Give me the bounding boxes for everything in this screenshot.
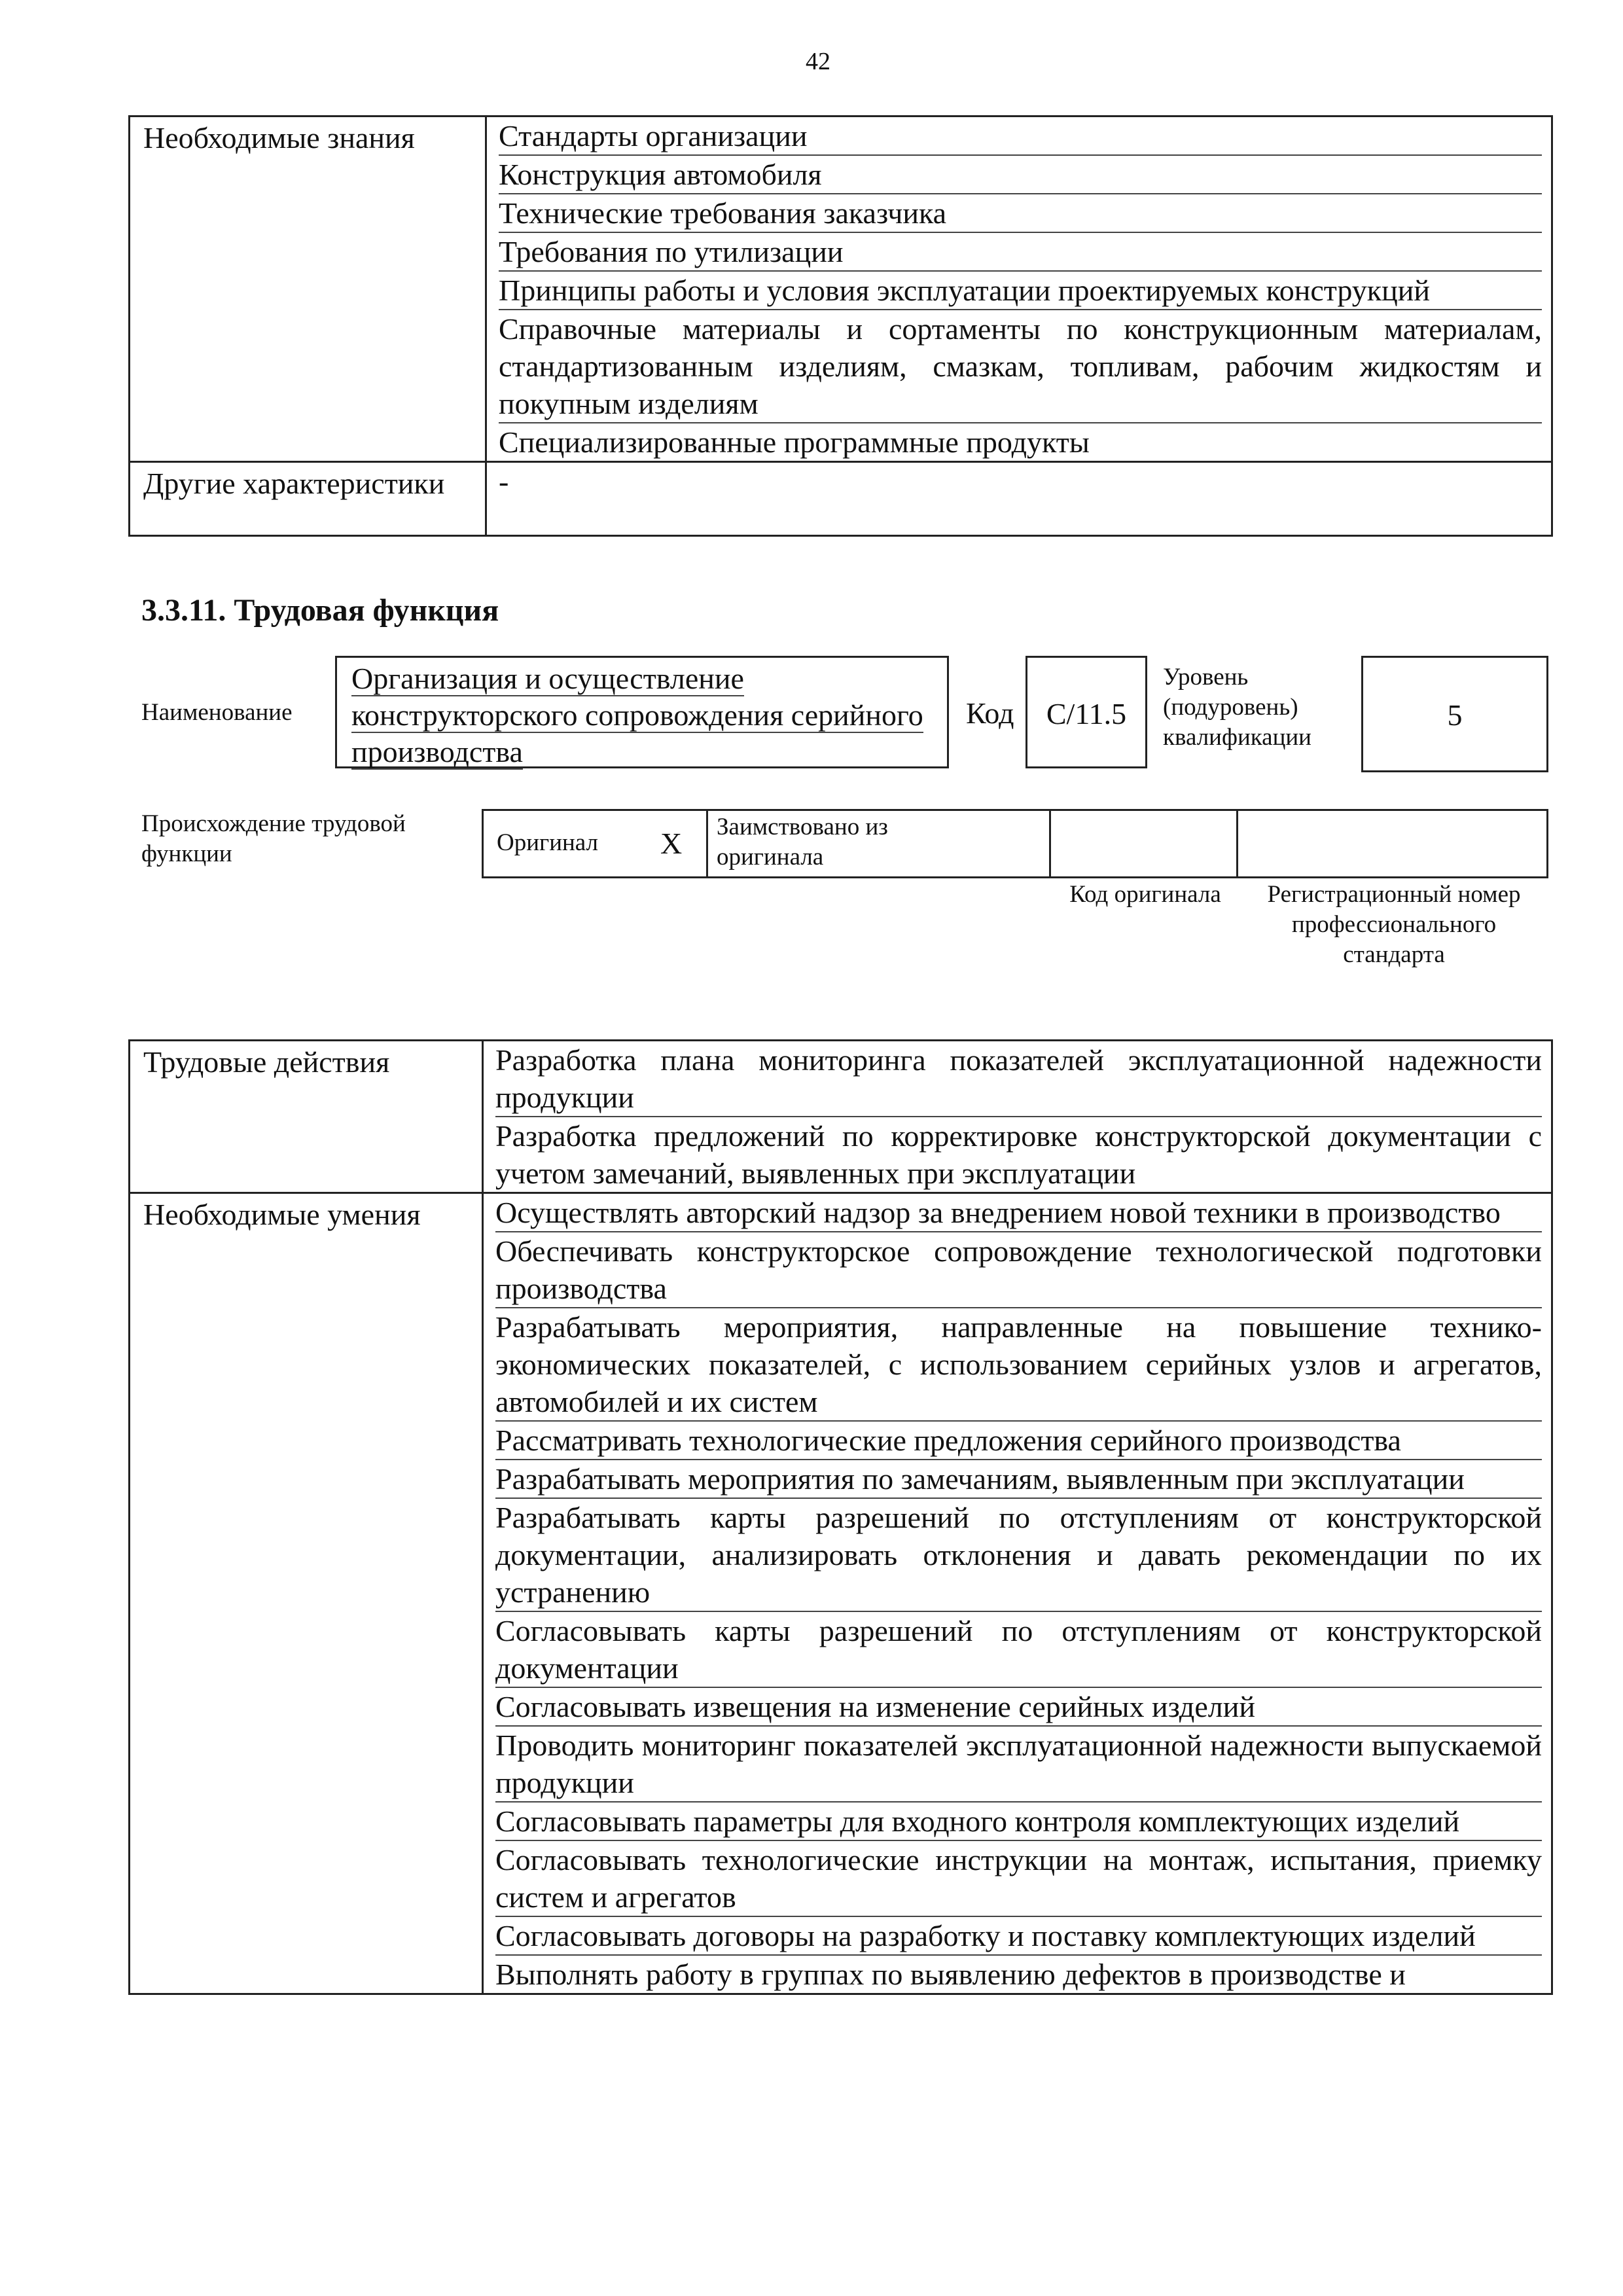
- table-row: [130, 117, 1552, 462]
- list-item: Специализированные программные продукты: [499, 425, 1090, 459]
- table-row: [130, 1041, 1552, 1193]
- list-item: Согласовывать извещения на изменение серийных изделий: [495, 1688, 1542, 1727]
- list-item: Принципы работы и условия эксплуатации проектируемых конструкций: [499, 272, 1542, 310]
- list-item: Выполнять работу в группах по выявлению дефектов в производстве и: [495, 1958, 1406, 1991]
- list-item: Технические требования заказчика: [499, 194, 1542, 233]
- list-item: Разработка предложений по корректировке конструкторской документации с учетом замечаний, выявленных при эксплуатации: [495, 1119, 1542, 1190]
- code-label: Код: [966, 696, 1014, 730]
- row-items: [483, 1193, 1552, 1994]
- function-name-box: [335, 656, 949, 768]
- name-label: Наименование: [141, 699, 293, 726]
- list-item: Рассматривать технологические предложения серийного производства: [495, 1422, 1542, 1460]
- row-label: Другие характеристики: [130, 462, 486, 536]
- list-item: Разработка плана мониторинга показателей эксплуатационной надежности продукции: [495, 1041, 1542, 1117]
- origin-box: [482, 809, 1548, 878]
- list-item: -: [499, 465, 509, 498]
- row-items: [486, 462, 1552, 536]
- row-label: Трудовые действия: [130, 1041, 483, 1193]
- level-label: Уровень (подуровень) квалификации: [1163, 664, 1311, 751]
- list-item: Обеспечивать конструкторское сопровождение технологической подготовки производства: [495, 1232, 1542, 1308]
- code-original-caption: Код оригинала: [1069, 881, 1221, 908]
- list-item: Требования по утилизации: [499, 233, 1542, 272]
- list-item: Согласовывать технологические инструкции на монтаж, испытания, приемку систем и агрегатов: [495, 1841, 1542, 1917]
- divider: [706, 811, 708, 876]
- borrowed-label: Заимствовано из оригинала: [717, 814, 888, 870]
- list-item: Проводить мониторинг показателей эксплуатационной надежности выпускаемой продукции: [495, 1727, 1542, 1803]
- list-item: Разрабатывать карты разрешений по отступлениям от конструкторской документации, анализировать отклонения и давать рекомендации по их устранению: [495, 1499, 1542, 1612]
- section-heading: 3.3.11. Трудовая функция: [141, 593, 499, 628]
- list-item: Согласовывать договоры на разработку и поставку комплектующих изделий: [495, 1917, 1542, 1956]
- list-item: Осуществлять авторский надзор за внедрением новой техники в производство: [495, 1194, 1542, 1232]
- list-item: Разрабатывать мероприятия по замечаниям, выявленным при эксплуатации: [495, 1460, 1542, 1499]
- row-items: [483, 1041, 1552, 1193]
- level-value: 5: [1447, 698, 1463, 732]
- original-label: Оригинал: [497, 829, 599, 856]
- divider: [1236, 811, 1238, 876]
- origin-label: Происхождение трудовой функции: [141, 810, 406, 867]
- function-code: C/11.5: [1046, 697, 1127, 730]
- row-label: Необходимые умения: [130, 1193, 483, 1994]
- original-mark: X: [660, 827, 683, 860]
- table-row: [130, 1193, 1552, 1994]
- list-item: Разрабатывать мероприятия, направленные на повышение технико-экономических показателей, с использованием серийных узлов и агрегатов, автомобилей и их систем: [495, 1308, 1542, 1422]
- list-item: Конструкция автомобиля: [499, 156, 1542, 194]
- list-item: Согласовывать карты разрешений по отступлениям от конструкторской документации: [495, 1612, 1542, 1688]
- divider: [1049, 811, 1051, 876]
- function-name: Организация и осуществление конструкторского сопровождения серийного производства: [351, 662, 923, 768]
- list-item: Согласовывать параметры для входного контроля комплектующих изделий: [495, 1803, 1542, 1841]
- page-number: 42: [806, 48, 830, 75]
- list-item: Справочные материалы и сортаменты по конструкционным материалам, стандартизованным изделиям, смазкам, топливам, рабочим жидкостям и покупным изделиям: [499, 310, 1542, 423]
- row-items: [486, 117, 1552, 462]
- table-row: [130, 462, 1552, 536]
- level-box: [1361, 656, 1548, 772]
- knowledge-table: [128, 115, 1553, 537]
- function-code-box: [1026, 656, 1147, 768]
- reg-number-caption: Регистрационный номер профессионального стандарта: [1267, 881, 1521, 968]
- row-label: Необходимые знания: [130, 117, 486, 462]
- actions-table: [128, 1039, 1553, 1995]
- list-item: Стандарты организации: [499, 117, 1542, 156]
